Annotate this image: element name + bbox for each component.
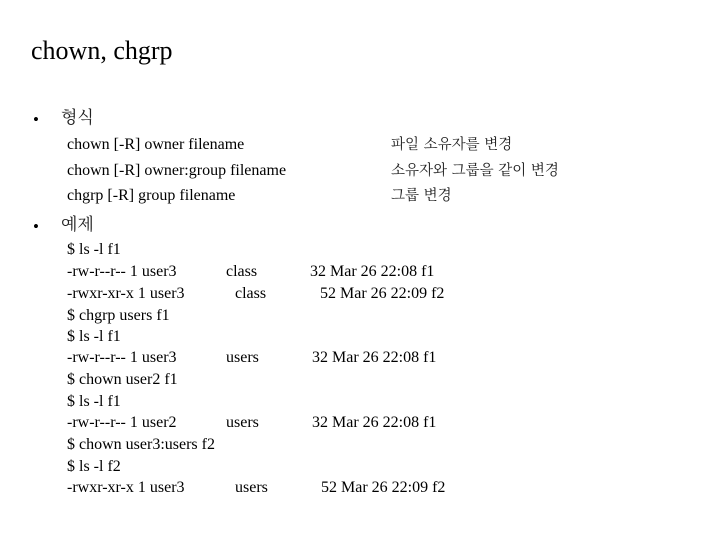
section-heading-examples: 예제: [61, 215, 94, 235]
example-group: class: [226, 263, 258, 280]
slide-title: chown, chgrp: [31, 36, 173, 65]
example-detail: 32 Mar 26 22:08 f1: [312, 349, 437, 366]
syntax-description: 파일 소유자를 변경: [391, 137, 513, 153]
syntax-description: 소유자와 그룹을 같이 변경: [391, 163, 559, 179]
example-group: class: [235, 285, 267, 302]
example-line: $ ls -l f1: [67, 328, 121, 345]
section-heading-syntax: 형식: [61, 108, 94, 128]
example-detail: 32 Mar 26 22:08 f1: [312, 414, 437, 431]
syntax-line: chown [-R] owner:group filename: [67, 162, 287, 179]
bullet-marker: •: [33, 217, 39, 236]
example-detail: 52 Mar 26 22:09 f2: [320, 285, 445, 302]
example-line: $ ls -l f1: [67, 241, 121, 258]
example-group: users: [235, 479, 268, 496]
syntax-line: chown [-R] owner filename: [67, 136, 245, 153]
example-group: users: [226, 414, 259, 431]
example-group: users: [226, 349, 259, 366]
example-line: -rw-r--r-- 1 user3: [67, 349, 177, 366]
example-line: -rwxr-xr-x 1 user3: [67, 479, 185, 496]
example-line: -rwxr-xr-x 1 user3: [67, 285, 185, 302]
example-line: $ chown user3:users f2: [67, 436, 215, 453]
example-detail: 52 Mar 26 22:09 f2: [321, 479, 446, 496]
syntax-description: 그룹 변경: [391, 188, 452, 204]
example-line: $ chown user2 f1: [67, 371, 178, 388]
example-line: $ ls -l f1: [67, 393, 121, 410]
example-line: $ chgrp users f1: [67, 307, 170, 324]
bullet-marker: •: [33, 110, 39, 129]
example-line: -rw-r--r-- 1 user2: [67, 414, 177, 431]
example-line: -rw-r--r-- 1 user3: [67, 263, 177, 280]
example-line: $ ls -l f2: [67, 458, 121, 475]
syntax-line: chgrp [-R] group filename: [67, 187, 236, 204]
example-detail: 32 Mar 26 22:08 f1: [310, 263, 435, 280]
